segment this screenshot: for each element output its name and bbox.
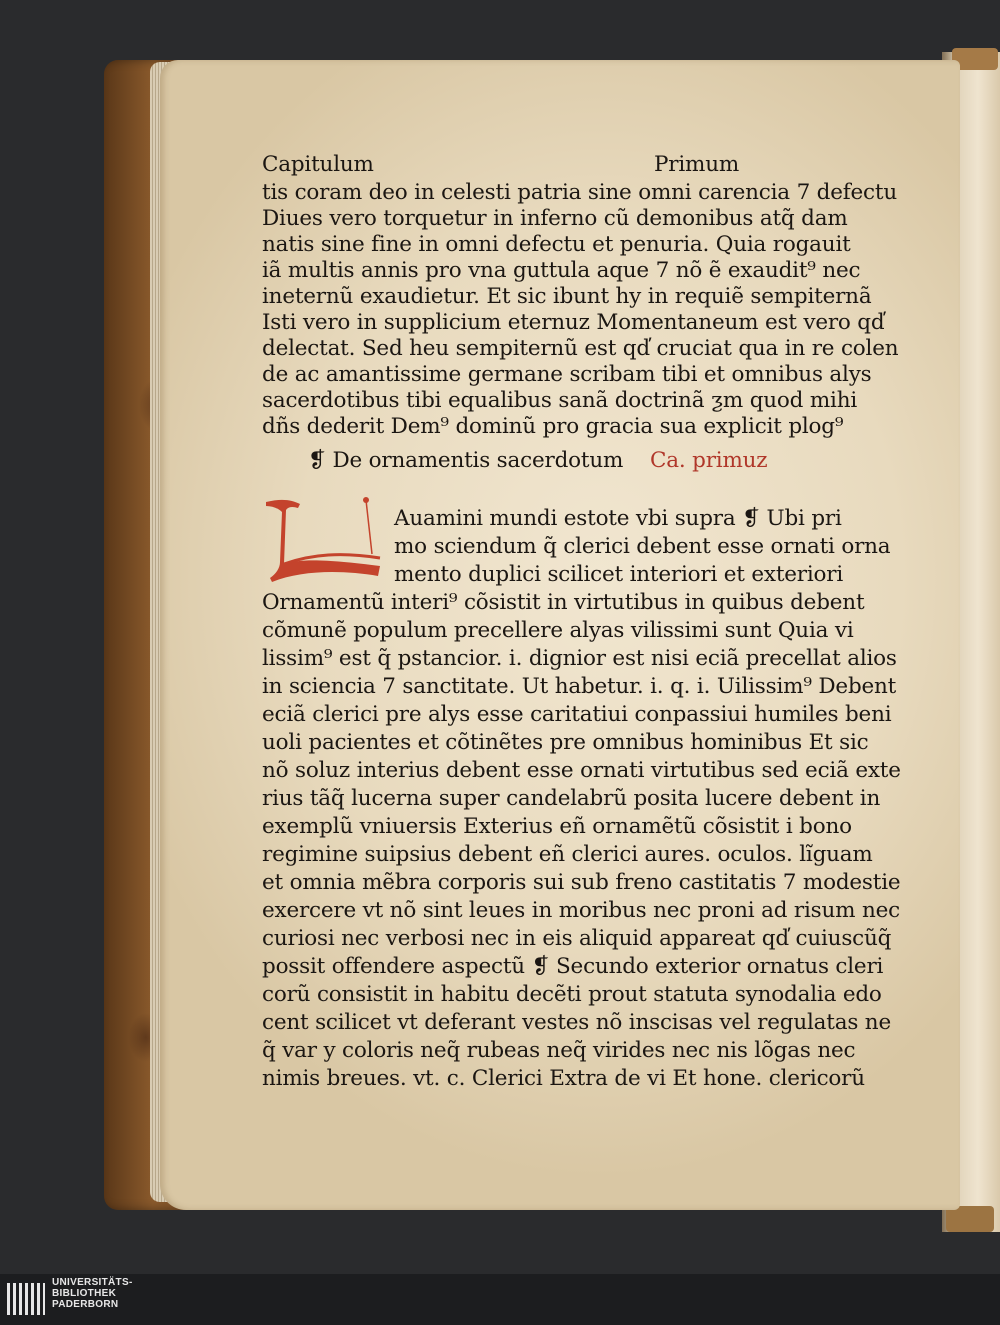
- text-line: Isti vero in supplicium eternuz Momentaneum est vero qd̕: [262, 310, 885, 335]
- heading-right: Primum: [654, 152, 740, 177]
- text-line: Ornamentũ interi⁹ cõsistit in virtutibus in quibus debent: [262, 590, 865, 615]
- library-logo-icon[interactable]: [6, 1277, 46, 1321]
- text-line: eciã clerici pre alys esse caritatiui conpassiui humiles beni: [262, 702, 892, 727]
- logo-line-1: UNIVERSITÄTS-: [52, 1277, 133, 1288]
- text-line: Auamini mundi estote vbi supra ❡ Ubi pri: [394, 506, 842, 531]
- text-line: exemplũ vniuersis Exterius eñ ornamẽtũ cõsistit i bono: [262, 814, 852, 839]
- text-line: de ac amantissime germane scribam tibi et omnibus alys: [262, 362, 872, 387]
- text-line: nõ soluz interius debent esse ornati virtutibus sed eciã exte: [262, 758, 901, 783]
- subheading-right: Ca. primuz: [650, 448, 768, 473]
- heading-left: Capitulum: [262, 152, 374, 177]
- text-line: uoli pacientes et cõtinẽtes pre omnibus hominibus Et sic: [262, 730, 869, 755]
- text-line: ineternũ exaudietur. Et sic ibunt hy in requiẽ sempiternã: [262, 284, 872, 309]
- logo-line-3: PADERBORN: [52, 1299, 119, 1310]
- text-line: natis sine fine in omni defectu et penuria. Quia rogauit: [262, 232, 851, 257]
- text-line: cõmunẽ populum precellere alyas vilissimi sunt Quia vi: [262, 618, 854, 643]
- footer-bar: [0, 1274, 1000, 1324]
- text-line: q̃ var y coloris neq̃ rubeas neq̃ virides nec nis lõgas nec: [262, 1038, 856, 1063]
- text-line: regimine suipsius debent eñ clerici aures. oculos. lĩguam: [262, 842, 873, 867]
- text-line: rius tãq̃ lucerna super candelabrũ posita lucere debent in: [262, 786, 881, 811]
- text-line: curiosi nec verbosi nec in eis aliquid appareat qd̕ cuiuscũq̃: [262, 926, 892, 951]
- text-line: exercere vt nõ sint leues in moribus nec proni ad risum nec: [262, 898, 900, 923]
- text-line: tis coram deo in celesti patria sine omni carencia 7 defectu: [262, 180, 897, 205]
- text-line: possit offendere aspectũ ❡ Secundo exterior ornatus cleri: [262, 954, 884, 979]
- text-line: corũ consistit in habitu decẽti prout statuta synodalia edo: [262, 982, 882, 1007]
- text-line: mento duplici scilicet interiori et exteriori: [394, 562, 844, 587]
- text-line: Diues vero torquetur in inferno cũ demonibus atq̃ dam: [262, 206, 848, 231]
- text-line: cent scilicet vt deferant vestes nõ inscisas vel regulatas ne: [262, 1010, 891, 1035]
- text-line: sacerdotibus tibi equalibus sanã doctrinã ƺm quod mihi: [262, 388, 858, 413]
- subheading-left: ❡ De ornamentis sacerdotum: [308, 448, 624, 473]
- logo-line-2: BIBLIOTHEK: [52, 1288, 117, 1299]
- decorated-initial-l: [262, 496, 382, 588]
- text-line: in sciencia 7 sanctitate. Ut habetur. i. q. i. Uilissim⁹ Debent: [262, 674, 897, 699]
- text-line: lissim⁹ est q̃ pstancior. i. dignior est nisi eciã precellat alios: [262, 646, 897, 671]
- text-line: et omnia mẽbra corporis sui sub freno castitatis 7 modestie: [262, 870, 901, 895]
- text-line: nimis breues. vt. c. Clerici Extra de vi Et hone. clericorũ: [262, 1066, 865, 1091]
- text-line: iã multis annis pro vna guttula aque 7 nõ ẽ exaudit⁹ nec: [262, 258, 861, 283]
- text-line: mo sciendum q̃ clerici debent esse ornati orna: [394, 534, 891, 559]
- text-line: dñs dederit Dem⁹ dominũ pro gracia sua explicit plog⁹: [262, 414, 844, 439]
- text-line: delectat. Sed heu sempiternũ est qd̕ cruciat qua in re colen: [262, 336, 899, 361]
